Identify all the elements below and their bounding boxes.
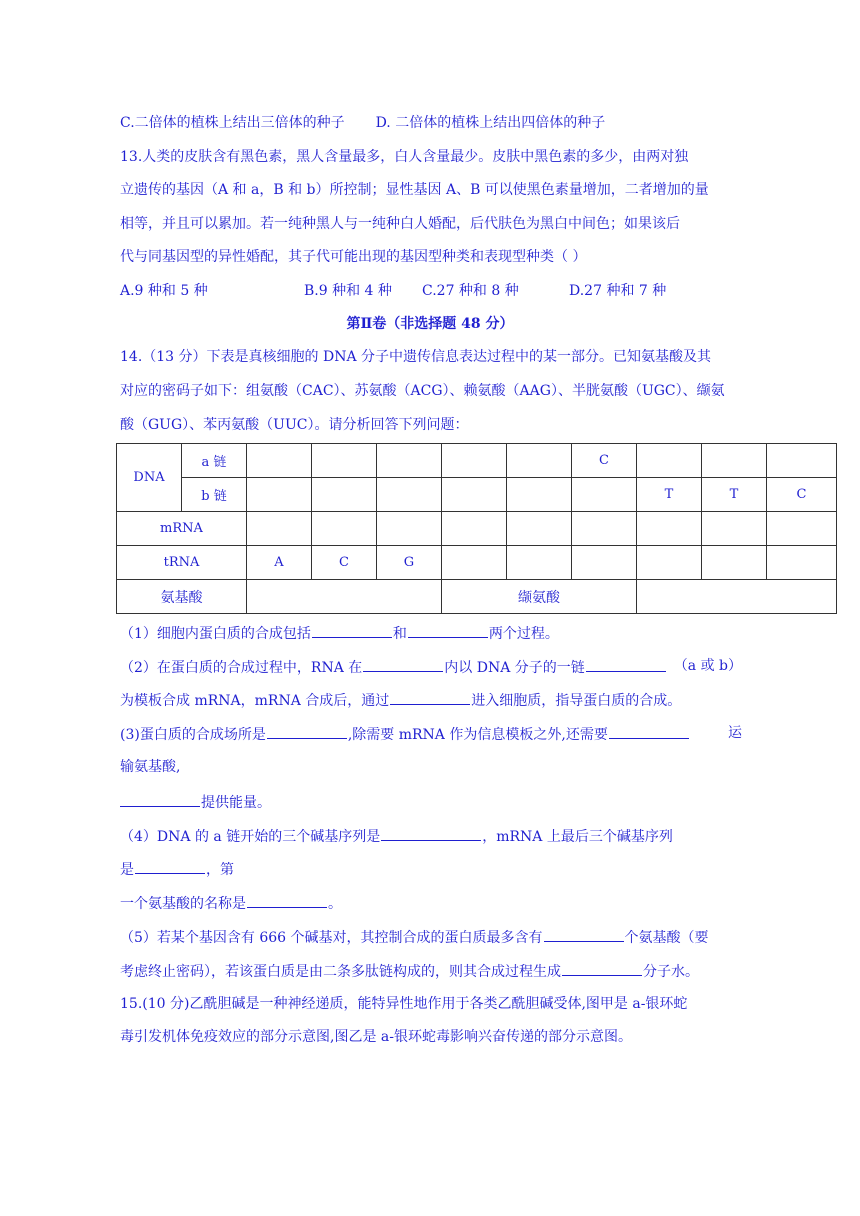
q15-line-2: 毒引发机体免疫效应的部分示意图,图乙是 a-银环蛇毒影响兴奋传递的部分示意图。 (120, 1029, 632, 1045)
q14-part-4-line-1 (120, 825, 742, 845)
amino-acid-label: 氨基酸 (117, 580, 247, 614)
b-chain-cell: T (702, 478, 767, 512)
q14-part-1 (120, 622, 742, 642)
b-chain-cell: T (637, 478, 702, 512)
q14-p2-text: （a 或 b） (673, 658, 742, 674)
q14-part-4-line-3 (120, 892, 742, 912)
b-chain-cell: C (767, 478, 837, 512)
a-chain-cell (442, 444, 507, 478)
mrna-cell (377, 512, 442, 546)
q13-options (120, 281, 742, 301)
mrna-label: mRNA (117, 512, 247, 546)
answer-blank[interactable] (120, 791, 200, 807)
mrna-cell (702, 512, 767, 546)
q13-line-3: 相等，并且可以累加。若一纯种黑人与一纯种白人婚配，后代肤色为黑白中间色；如果该后 (120, 216, 680, 232)
answer-blank[interactable] (390, 689, 470, 705)
answer-blank[interactable] (562, 960, 642, 976)
q12-option-d: D. 二倍体的植株上结出四倍体的种子 (375, 115, 606, 131)
section-2-title: 第Ⅱ卷（非选择题 48 分） (346, 316, 514, 332)
answer-blank[interactable] (381, 825, 481, 841)
trna-cell (572, 546, 637, 580)
q13-option-b: B.9 种和 4 种 (304, 283, 392, 299)
mrna-cell (572, 512, 637, 546)
b-chain-cell (247, 478, 312, 512)
trna-cell (702, 546, 767, 580)
trna-cell: A (247, 546, 312, 580)
q14-p4-text: 一个氨基酸的名称是 (120, 896, 246, 912)
mrna-cell (637, 512, 702, 546)
q14-line-3: 酸（GUG）、苯丙氨酸（UUC）。请分析回答下列问题： (120, 417, 469, 433)
mrna-cell (767, 512, 837, 546)
a-chain-cell (312, 444, 377, 478)
b-chain-label: b 链 (182, 478, 247, 512)
q14-p3-text: (3)蛋白质的合成场所是 (120, 727, 266, 743)
q14-p2-text: 内以 DNA 分子的一链 (444, 660, 585, 676)
a-chain-cell: C (572, 444, 637, 478)
answer-blank[interactable] (312, 622, 392, 638)
q13-option-d: D.27 种和 7 种 (569, 283, 667, 299)
answer-blank[interactable] (609, 723, 689, 739)
q14-p4-text: 。 (328, 896, 342, 912)
q14-p5-text: 考虑终止密码），若该蛋白质是由二条多肽链构成的，则其合成过程生成 (120, 964, 561, 980)
q14-p4-text: ，第 (206, 862, 234, 878)
q14-p2-text: 为模板合成 mRNA，mRNA 合成后，通过 (120, 693, 390, 709)
a-chain-label: a 链 (182, 444, 247, 478)
answer-blank[interactable] (408, 622, 488, 638)
q14-p3-text: 运 (728, 725, 742, 741)
trna-cell: G (377, 546, 442, 580)
answer-blank[interactable] (267, 723, 347, 739)
amino-acid-cell (247, 580, 442, 614)
a-chain-cell (507, 444, 572, 478)
q14-p4-text: ，mRNA 上最后三个碱基序列 (482, 829, 673, 845)
q14-part-5-line-1 (120, 926, 742, 946)
answer-blank[interactable] (247, 892, 327, 908)
q14-p3-text: ,除需要 mRNA 作为信息模板之外,还需要 (347, 727, 608, 743)
a-chain-cell (702, 444, 767, 478)
mrna-cell (442, 512, 507, 546)
q14-p4-text: （4）DNA 的 a 链开始的三个碱基序列是 (120, 829, 381, 845)
amino-acid-cell: 缬氨酸 (442, 580, 637, 614)
dna-label: DNA (117, 444, 182, 512)
a-chain-cell (637, 444, 702, 478)
trna-cell (442, 546, 507, 580)
b-chain-cell (507, 478, 572, 512)
q13-option-a: A.9 种和 5 种 (120, 283, 208, 299)
q14-line-1: 14.（13 分）下表是真核细胞的 DNA 分子中遗传信息表达过程中的某一部分。已知氨基酸及其 (120, 349, 712, 365)
mrna-cell (312, 512, 377, 546)
q14-p4-text: 是 (120, 862, 134, 878)
answer-blank[interactable] (363, 656, 443, 672)
q13-option-c: C.27 种和 8 种 (422, 283, 519, 299)
q14-line-2: 对应的密码子如下：组氨酸（CAC）、苏氨酸（ACG）、赖氨酸（AAG）、半胱氨酸（UGC）、缬氨 (120, 383, 725, 399)
q14-p5-text: 分子水。 (643, 964, 699, 980)
mrna-cell (247, 512, 312, 546)
q14-p1-text: 和 (392, 626, 407, 642)
a-chain-cell (247, 444, 312, 478)
q14-p3-text: 提供能量。 (201, 795, 271, 811)
q14-p5-text: 个氨基酸（要 (624, 930, 709, 946)
q14-part-5-line-2 (120, 960, 742, 980)
answer-blank[interactable] (544, 926, 624, 942)
trna-cell (637, 546, 702, 580)
q12-option-c: C.二倍体的植株上结出三倍体的种子 (120, 115, 345, 131)
b-chain-cell (572, 478, 637, 512)
q14-part-4-line-2 (120, 858, 742, 878)
q14-p2-text: （2）在蛋白质的合成过程中，RNA 在 (120, 660, 363, 676)
q14-part-2-line-2 (120, 689, 742, 709)
a-chain-cell (377, 444, 442, 478)
b-chain-cell (442, 478, 507, 512)
q14-p1-text: （1）细胞内蛋白质的合成包括 (120, 626, 311, 642)
trna-label: tRNA (117, 546, 247, 580)
q12-options (120, 113, 742, 133)
answer-blank[interactable] (135, 858, 205, 874)
q14-part-3-line-1 (120, 723, 742, 743)
q14-p5-text: （5）若某个基因含有 666 个碱基对，其控制合成的蛋白质最多含有 (120, 930, 543, 946)
b-chain-cell (312, 478, 377, 512)
mrna-cell (507, 512, 572, 546)
q13-line-1: 13.人类的皮肤含有黑色素，黑人含量最多，白人含量最少。皮肤中黑色素的多少，由两对独 (120, 149, 689, 165)
q13-line-2: 立遗传的基因（A 和 a，B 和 b）所控制；显性基因 A、B 可以使黑色素量增加，二者增加的量 (120, 182, 709, 198)
trna-cell (767, 546, 837, 580)
trna-cell: C (312, 546, 377, 580)
b-chain-cell (377, 478, 442, 512)
q14-part-2-line-1 (120, 656, 742, 676)
q14-part-3-line-2: 输氨基酸, (120, 759, 181, 775)
a-chain-cell (767, 444, 837, 478)
answer-blank[interactable] (586, 656, 666, 672)
q15-line-1: 15.(10 分)乙酰胆碱是一种神经递质，能特异性地作用于各类乙酰胆碱受体,图甲是 a-银环蛇 (120, 996, 688, 1012)
amino-acid-cell (637, 580, 837, 614)
q14-p1-text: 两个过程。 (488, 626, 559, 642)
trna-cell (507, 546, 572, 580)
q14-p2-text: 进入细胞质，指导蛋白质的合成。 (471, 693, 682, 709)
q14-part-3-line-3 (120, 791, 742, 811)
dna-table (116, 443, 837, 614)
q13-line-4: 代与同基因型的异性婚配，其子代可能出现的基因型种类和表现型种类（ ） (120, 249, 587, 265)
